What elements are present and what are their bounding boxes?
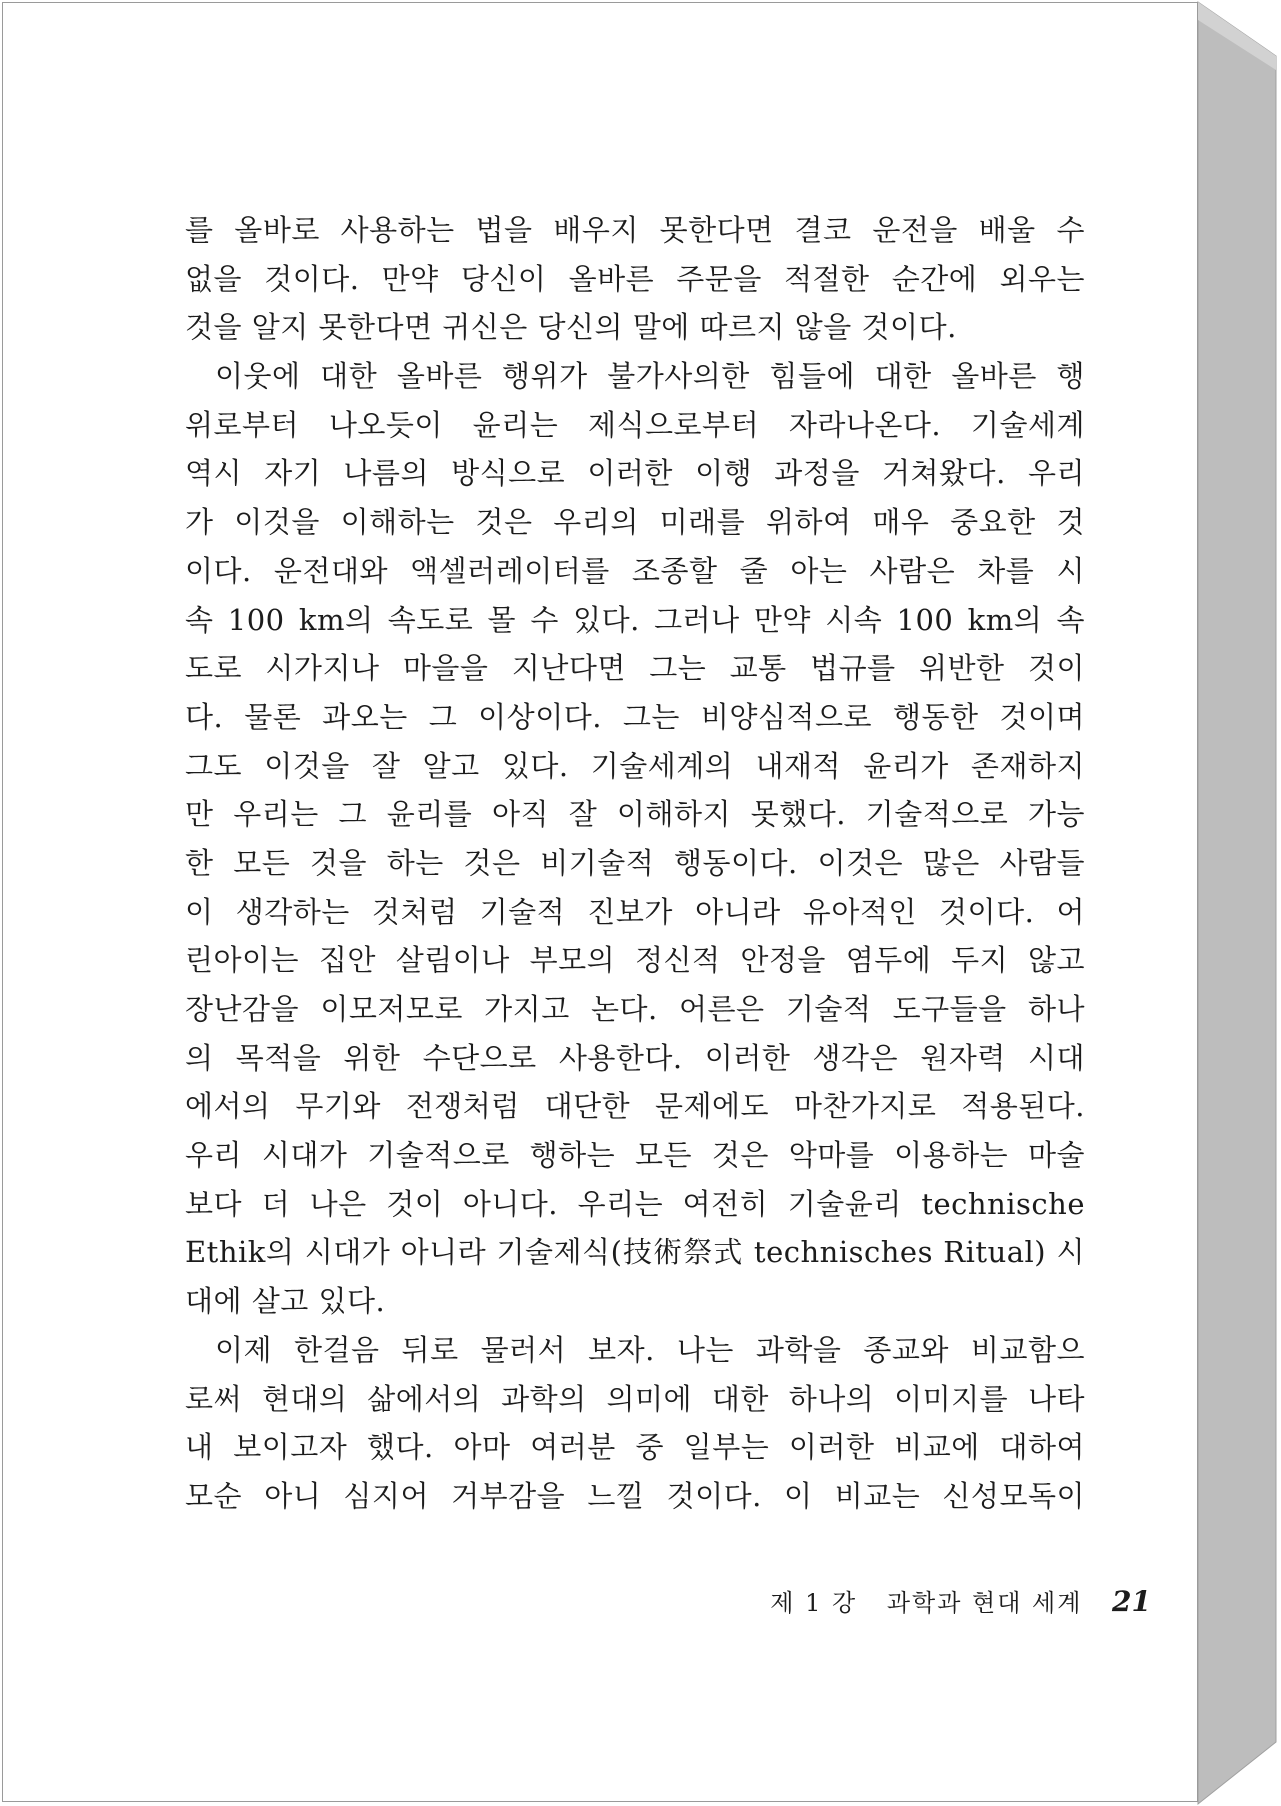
- text-line: 내 보이고자 했다. 아마 여러분 중 일부는 이러한 비교에 대하여: [185, 1430, 1085, 1465]
- text-line: 위로부터 나오듯이 윤리는 제식으로부터 자라나온다. 기술세계: [185, 407, 1085, 442]
- footer-chapter: 제 1 강: [770, 1589, 858, 1617]
- text-line: 에서의 무기와 전쟁처럼 대단한 문제에도 마찬가지로 적용된다.: [185, 1089, 1085, 1124]
- text-line: 없을 것이다. 만약 당신이 올바른 주문을 적절한 순간에 외우는: [185, 261, 1085, 296]
- text-line: 로써 현대의 삶에서의 과학의 의미에 대한 하나의 이미지를 나타: [185, 1381, 1085, 1416]
- text-line: 가 이것을 이해하는 것은 우리의 미래를 위하여 매우 중요한 것: [185, 505, 1085, 540]
- text-line: 린아이는 집안 살림이나 부모의 정신적 안정을 염두에 두지 않고: [185, 943, 1085, 978]
- text-line: 이제 한걸음 뒤로 물러서 보자. 나는 과학을 종교와 비교함으: [215, 1332, 1085, 1367]
- text-line: 장난감을 이모저모로 가지고 논다. 어른은 기술적 도구들을 하나: [185, 992, 1085, 1026]
- text-line: 도로 시가지나 마을을 지난다면 그는 교통 법규를 위반한 것이: [185, 651, 1085, 686]
- text-line: 한 모든 것을 하는 것은 비기술적 행동이다. 이것은 많은 사람들: [185, 845, 1085, 880]
- text-line: 역시 자기 나름의 방식으로 이러한 이행 과정을 거쳐왔다. 우리: [185, 456, 1085, 491]
- text-line: 그도 이것을 잘 알고 있다. 기술세계의 내재적 윤리가 존재하지: [185, 748, 1085, 783]
- text-line: 속 100 km의 속도로 몰 수 있다. 그러나 만약 시속 100 km의 속: [185, 602, 1085, 637]
- text-line: 대에 살고 있다.: [185, 1284, 386, 1319]
- text-line: 모순 아니 심지어 거부감을 느낄 것이다. 이 비교는 신성모독이: [185, 1478, 1085, 1513]
- text-line: 이웃에 대한 올바른 행위가 불가사의한 힘들에 대한 올바른 행: [215, 359, 1085, 394]
- footer-chapter-title: 과학과 현대 세계: [886, 1589, 1083, 1617]
- page-stack-side: [1198, 2, 1276, 1804]
- text-line: 다. 물론 과오는 그 이상이다. 그는 비양심적으로 행동한 것이며: [185, 699, 1085, 734]
- text-line: 우리 시대가 기술적으로 행하는 모든 것은 악마를 이용하는 마술: [185, 1138, 1085, 1173]
- text-line: 이 생각하는 것처럼 기술적 진보가 아니라 유아적인 것이다. 어: [185, 894, 1085, 929]
- body-text: [185, 206, 1085, 1521]
- text-line: 이다. 운전대와 액셀러레이터를 조종할 줄 아는 사람은 차를 시: [185, 553, 1085, 588]
- text-line: 의 목적을 위한 수단으로 사용한다. 이러한 생각은 원자력 시대: [185, 1040, 1085, 1075]
- running-footer: [770, 1582, 1151, 1623]
- page-number: 21: [1112, 1585, 1151, 1618]
- text-line: 보다 더 나은 것이 아니다. 우리는 여전히 기술윤리 technische: [185, 1186, 1085, 1221]
- text-line: 를 올바로 사용하는 법을 배우지 못한다면 결코 운전을 배울 수: [185, 213, 1085, 247]
- text-line: 것을 알지 못한다면 귀신은 당신의 말에 따르지 않을 것이다.: [185, 310, 957, 345]
- text-line: Ethik의 시대가 아니라 기술제식(技術祭式 technisches Ritual) 시: [185, 1235, 1085, 1270]
- text-line: 만 우리는 그 윤리를 아직 잘 이해하지 못했다. 기술적으로 가능: [185, 797, 1085, 832]
